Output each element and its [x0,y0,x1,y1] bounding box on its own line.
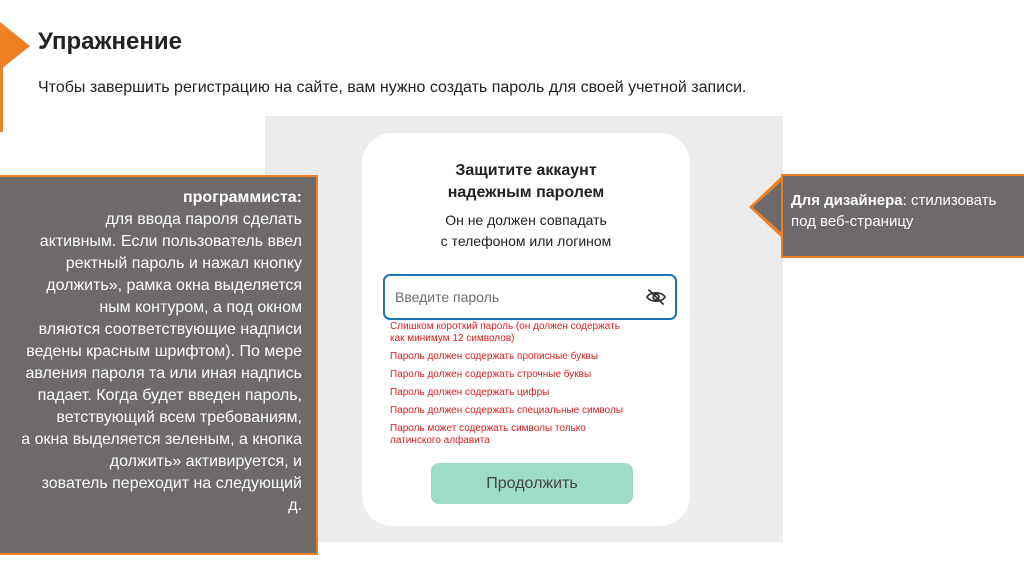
card-subtitle-line: Он не должен совпадать [445,212,607,228]
password-error-list [390,321,680,453]
error-message-special-chars [390,405,680,417]
error-message-too-short [390,321,680,345]
developer-note-line: активным. Если пользователь ввел [39,233,302,250]
developer-note-line: авления пароля та или иная надпись [25,365,302,382]
card-subtitle-line: с телефоном или логином [440,233,612,249]
error-line: как минимум 12 символов) [390,333,515,344]
developer-note-line: д. [288,497,302,514]
developer-note-line: ведены красным шрифтом). По мере [26,343,302,360]
developer-note-line: зователь переходит на следующий [41,475,302,492]
error-line: Слишком короткий пароль (он должен содержать [390,321,620,332]
designer-note-label: Для дизайнера [791,192,903,209]
registration-card [362,133,690,526]
error-line: латинского алфавита [390,435,490,446]
card-subtitle [362,210,690,252]
error-message-latin-only [390,423,680,447]
orange-accent-bar [0,40,3,132]
password-input[interactable] [395,286,635,308]
error-line: Пароль может содержать символы только [390,423,586,434]
developer-note-line: должить», рамка окна выделяется [46,277,302,294]
developer-note-line: ным контуром, а под окном [99,299,302,316]
card-title [362,160,690,204]
developer-note-line: а окна выделяется зеленым, а кнопка [21,431,302,448]
slide-subtitle: Чтобы завершить регистрацию на сайте, вам нужно создать пароль для своей учетной записи. [38,79,747,96]
developer-note-line: программиста: [182,189,302,206]
developer-note-line: вляются соответствующие надписи [38,321,302,338]
developer-note-line: ректный пароль и нажал кнопку [65,255,302,272]
developer-note-line: ветствующий всем требованиям, [56,409,302,426]
developer-note-line: должить» активируется, и [109,453,302,470]
error-line: Пароль должен содержать специальные символы [390,405,624,416]
developer-note-line: для ввода пароля сделать [105,211,302,228]
designer-note-line-1 [791,190,1024,211]
error-message-digits [390,387,680,399]
slide-title: Упражнение [38,28,182,55]
card-title-line: надежным паролем [447,184,605,201]
orange-arrow-marker [0,22,30,70]
password-field[interactable] [383,274,677,320]
error-line: Пароль должен содержать строчные буквы [390,369,592,380]
designer-note-pointer-fill [753,180,783,234]
designer-note-line-2: под веб-страницу [791,213,914,230]
developer-note-line: падает. Когда будет введен пароль, [37,387,302,404]
error-message-uppercase [390,351,680,363]
error-line: Пароль должен содержать цифры [390,387,550,398]
eye-off-icon[interactable] [646,288,666,306]
error-message-lowercase [390,369,680,381]
designer-note [781,174,1024,258]
error-line: Пароль должен содержать прописные буквы [390,351,599,362]
developer-note [0,175,318,555]
card-title-line: Защитите аккаунт [455,162,597,179]
designer-note-text: : стилизовать [902,192,997,209]
continue-button[interactable]: Продолжить [431,463,633,504]
